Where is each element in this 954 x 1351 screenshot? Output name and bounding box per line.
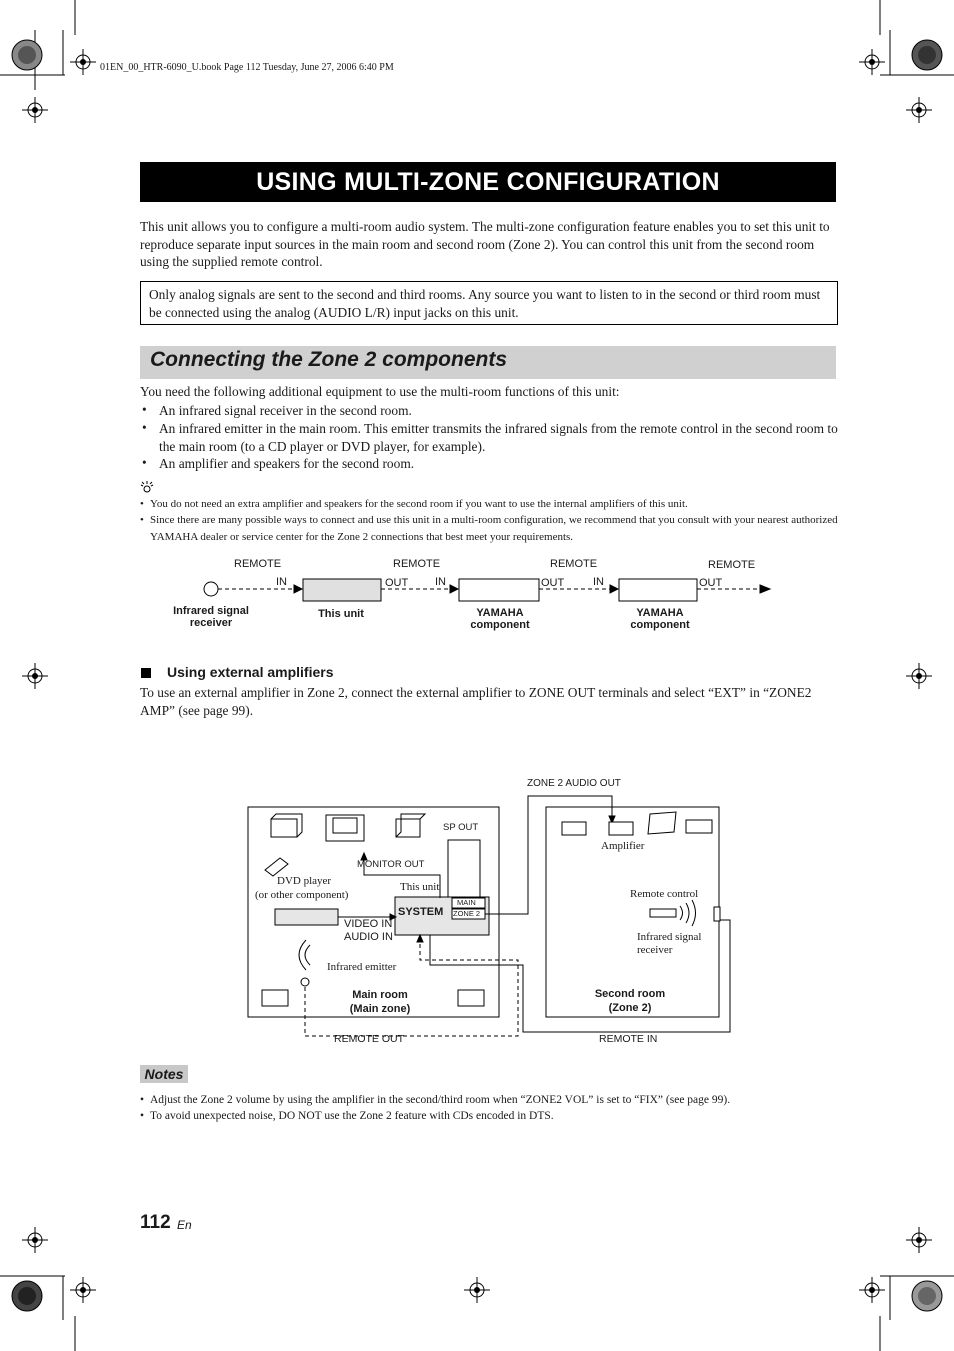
infrared-emitter-icon [301, 978, 309, 986]
component-label: YAMAHA component [630, 607, 690, 631]
ir-receiver-label: Infrared signal [637, 931, 702, 943]
out-label: OUT [699, 577, 723, 589]
requirements-intro: You need the following additional equipment to use the multi-room functions of this unit: [140, 384, 620, 399]
component-label: YAMAHA component [470, 607, 530, 631]
list-item: An amplifier and speakers for the second room. [159, 456, 415, 471]
main-room-label: Main room [352, 989, 408, 1001]
remote-control-icon [650, 909, 676, 917]
video-in-label: VIDEO IN [344, 918, 393, 930]
this-unit-label: This unit [318, 608, 364, 620]
second-room-label: Second room [594, 988, 666, 1000]
sp-out-label: SP OUT [443, 822, 479, 833]
this-unit-box [303, 579, 381, 601]
analog-note-box: Only analog signals are sent to the second and third rooms. Any source you want to listen to in the second or third room must be connected using the analog (AUDIO L/R) input jacks on this unit. [140, 281, 838, 325]
system-label: SYSTEM [398, 906, 444, 918]
main-label: MAIN [457, 898, 476, 907]
remote-in-label: REMOTE IN [599, 1033, 658, 1045]
amplifier-label: Amplifier [601, 840, 645, 852]
page-language: En [177, 1218, 192, 1232]
remote-control-label: Remote control [630, 888, 699, 900]
infrared-receiver-icon [714, 907, 720, 921]
second-room-box [546, 807, 719, 1017]
tip-item: Since there are many possible ways to connect and use this unit in a multi-room configuration, we recommend that you consult with your nearest authorized YAMAHA dealer or service center for the Zone 2 connections that best meet your requirements. [150, 514, 838, 543]
list-item: An infrared signal receiver in the second room. [159, 403, 412, 418]
this-unit-label: This unit [400, 881, 440, 893]
speaker-icon [271, 819, 297, 837]
speaker-icon [686, 820, 712, 833]
bullet-dot: • [142, 455, 147, 470]
note-item: To avoid unexpected noise, DO NOT use the Zone 2 feature with CDs encoded in DTS. [150, 1110, 554, 1122]
remote-label: REMOTE [708, 559, 756, 571]
bullet-dot: • [140, 514, 144, 526]
yamaha-component-box [619, 579, 697, 601]
bullet-dot: • [140, 1110, 145, 1122]
in-label: IN [435, 576, 446, 588]
speaker-icon [562, 822, 586, 835]
infrared-receiver-icon [204, 582, 218, 596]
speaker-icon [458, 990, 484, 1006]
square-bullet-icon [141, 668, 152, 679]
dvd-player-sublabel: (or other component) [255, 889, 349, 901]
print-header: 01EN_00_HTR-6090_U.book Page 112 Tuesday, June 27, 2006 6:40 PM [100, 62, 394, 73]
list-item: An infrared emitter in the main room. This emitter transmits the infrared signals from the remote control in the second room to the main room (to a CD player or DVD player, for example). [159, 421, 838, 454]
dvd-player-icon [275, 909, 338, 925]
dvd-player-label: DVD player [277, 875, 332, 887]
subheading: Using external amplifiers [167, 664, 334, 680]
bullet-dot: • [140, 498, 144, 510]
remote-label: REMOTE [550, 558, 598, 570]
zone2-tag-label: ZONE 2 [453, 909, 481, 918]
lightbulb-icon [140, 480, 156, 496]
external-amp-paragraph: To use an external amplifier in Zone 2, connect the external amplifier to ZONE OUT terminals and select “EXT” in “ZONE2 AMP” (see page 99). [140, 685, 812, 718]
remote-icon [265, 858, 288, 876]
monitor-out-label: MONITOR OUT [357, 859, 425, 870]
receiver-label: Infrared signal receiver [173, 605, 249, 629]
bullet-dot: • [142, 420, 147, 435]
remote-label: REMOTE [393, 558, 441, 570]
yamaha-component-box [459, 579, 539, 601]
infrared-emitter-label: Infrared emitter [327, 961, 397, 973]
ir-receiver-label: receiver [637, 944, 673, 956]
zone2-audio-out-label: ZONE 2 AUDIO OUT [527, 778, 621, 789]
intro-paragraph: This unit allows you to configure a multi-room audio system. The multi-zone configuration feature enables you to set this unit to reproduce separate input sources in the main room and second room (Zone 2). You can control this unit from the second room using the supplied remote control. [140, 219, 830, 269]
page-title: USING MULTI-ZONE CONFIGURATION [140, 162, 836, 202]
remote-label: REMOTE [234, 558, 282, 570]
amplifier-icon [609, 822, 633, 835]
notes-label: Notes [140, 1065, 188, 1083]
note-item: Adjust the Zone 2 volume by using the amplifier in the second/third room when “ZONE2 VOL” is set to “FIX” (see page 99). [150, 1094, 731, 1106]
speaker-icon [648, 812, 676, 834]
audio-in-label: AUDIO IN [344, 931, 393, 943]
tip-item: You do not need an extra amplifier and speakers for the second room if you want to use the internal amplifiers of this unit. [150, 498, 688, 510]
in-label: IN [276, 576, 287, 588]
speaker-icon [396, 819, 420, 837]
section-title: Connecting the Zone 2 components [150, 348, 508, 371]
remote-out-label: REMOTE OUT [334, 1033, 404, 1045]
speaker-icon [262, 990, 288, 1006]
bullet-dot: • [140, 1094, 145, 1106]
out-label: OUT [385, 577, 409, 589]
out-label: OUT [541, 577, 565, 589]
in-label: IN [593, 576, 604, 588]
main-zone-label: (Main zone) [349, 1003, 411, 1015]
page-number: 112 [140, 1212, 171, 1233]
bullet-dot: • [142, 402, 147, 417]
zone2-room-label: (Zone 2) [608, 1002, 652, 1014]
